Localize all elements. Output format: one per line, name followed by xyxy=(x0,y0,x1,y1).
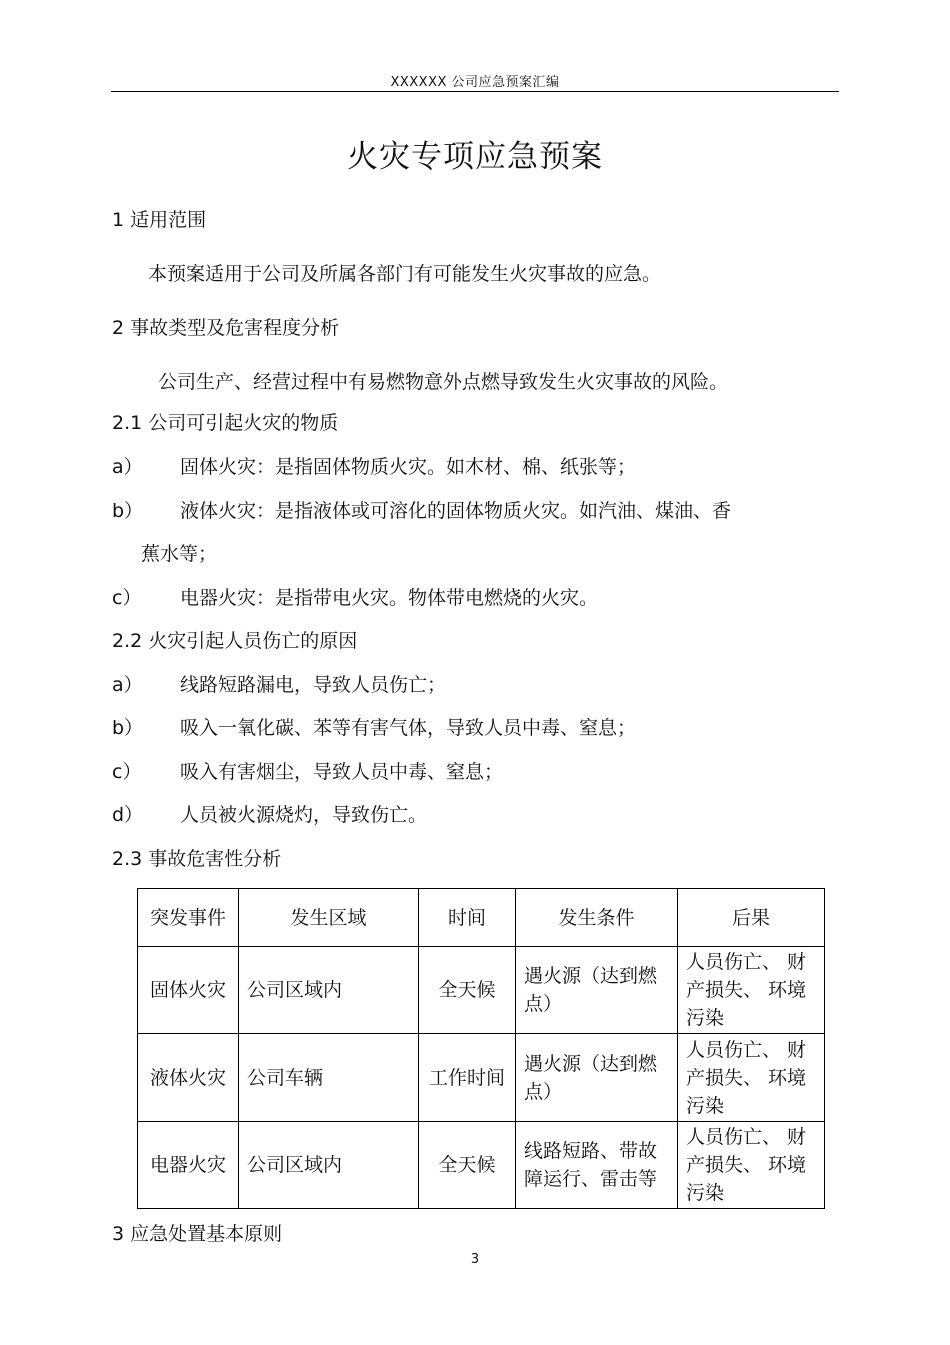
section-3-heading: 3 应急处置基本原则 xyxy=(112,1223,283,1245)
column-header: 发生区域 xyxy=(239,889,419,947)
table-cell: 电器火灾 xyxy=(138,1122,239,1209)
table-cell: 全天候 xyxy=(419,1122,516,1209)
table-cell: 固体火灾 xyxy=(138,947,239,1034)
table-cell: 线路短路、带故障运行、雷击等 xyxy=(516,1122,678,1209)
table-cell: 公司区域内 xyxy=(239,947,419,1034)
table-cell: 工作时间 xyxy=(419,1034,516,1122)
running-header: XXXXXX 公司应急预案汇编 xyxy=(390,75,560,90)
document-title: 火灾专项应急预案 xyxy=(347,139,603,175)
section-2-2-heading: 2.2 火灾引起人员伤亡的原因 xyxy=(112,630,358,652)
column-header: 发生条件 xyxy=(516,889,678,947)
table-cell: 全天候 xyxy=(419,947,516,1034)
list-item: 吸入一氧化碳、苯等有害气体，导致人员中毒、窒息； xyxy=(180,717,637,739)
table-cell: 人员伤亡、 财产损失、 环境污染 xyxy=(678,947,825,1034)
list-marker: d） xyxy=(112,804,144,826)
table-cell: 遇火源（达到燃点） xyxy=(516,1034,678,1122)
list-marker: c） xyxy=(112,587,142,609)
section-2-body: 公司生产、经营过程中有易燃物意外点燃导致发生火灾事故的风险。 xyxy=(158,371,729,393)
list-item: 固体火灾：是指固体物质火灾。如木材、棉、纸张等； xyxy=(180,456,637,478)
section-1-heading: 1 适用范围 xyxy=(112,209,207,231)
section-2-1-heading: 2.1 公司可引起火灾的物质 xyxy=(112,412,339,434)
table-cell: 人员伤亡、 财产损失、 环境污染 xyxy=(678,1122,825,1209)
list-item: 吸入有害烟尘，导致人员中毒、窒息； xyxy=(180,761,504,783)
list-marker: a） xyxy=(112,674,143,696)
list-item: 液体火灾：是指液体或可溶化的固体物质火灾。如汽油、煤油、香 xyxy=(180,500,732,522)
column-header: 后果 xyxy=(678,889,825,947)
list-item: 线路短路漏电，导致人员伤亡； xyxy=(180,674,447,696)
table-cell: 公司区域内 xyxy=(239,1122,419,1209)
section-1-body: 本预案适用于公司及所属各部门有可能发生火灾事故的应急。 xyxy=(148,263,662,285)
header-rule xyxy=(111,91,839,92)
list-marker: c） xyxy=(112,761,142,783)
table-row xyxy=(138,947,825,1034)
hazard-analysis-table xyxy=(137,888,825,1209)
column-header: 突发事件 xyxy=(138,889,239,947)
table-cell: 公司车辆 xyxy=(239,1034,419,1122)
table-row xyxy=(138,1034,825,1122)
section-2-3-heading: 2.3 事故危害性分析 xyxy=(112,848,282,870)
list-item-continuation: 蕉水等； xyxy=(141,543,218,565)
section-2-heading: 2 事故类型及危害程度分析 xyxy=(112,317,340,339)
table-row xyxy=(138,1122,825,1209)
list-marker: a） xyxy=(112,456,143,478)
list-marker: b） xyxy=(112,500,144,522)
list-item: 人员被火源烧灼，导致伤亡。 xyxy=(180,804,428,826)
column-header: 时间 xyxy=(419,889,516,947)
table-cell: 液体火灾 xyxy=(138,1034,239,1122)
table-cell: 人员伤亡、 财产损失、 环境污染 xyxy=(678,1034,825,1122)
list-item: 电器火灾：是指带电火灾。物体带电燃烧的火灾。 xyxy=(180,587,599,609)
table-header-row xyxy=(138,889,825,947)
table-cell: 遇火源（达到燃点） xyxy=(516,947,678,1034)
list-marker: b） xyxy=(112,717,144,739)
page-number: 3 xyxy=(470,1252,480,1267)
